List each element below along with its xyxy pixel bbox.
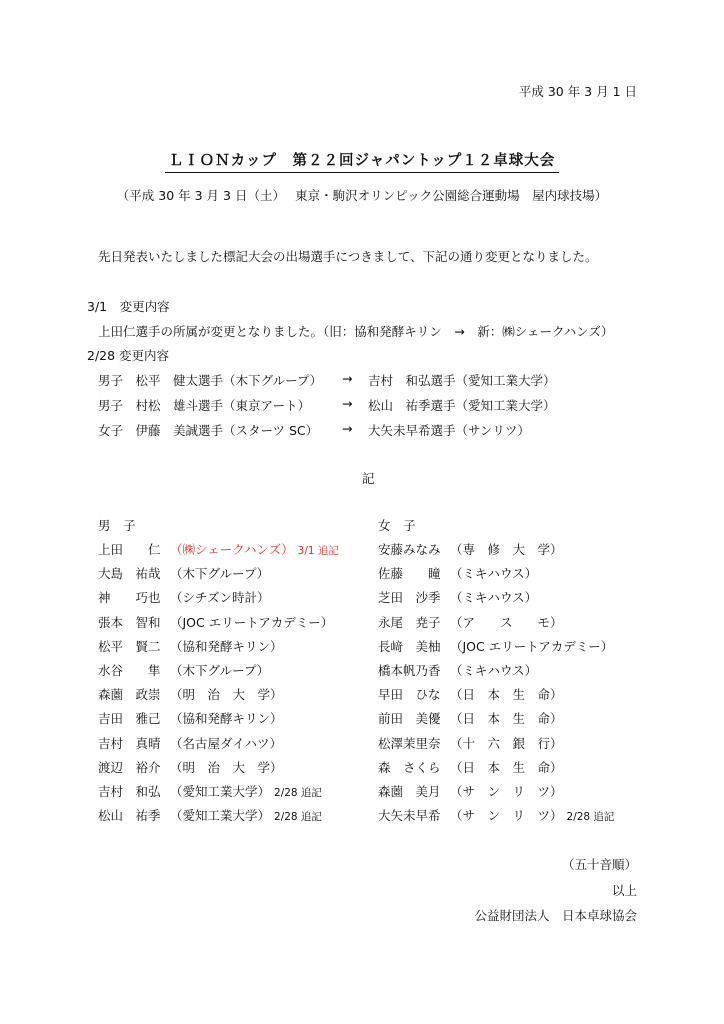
- player-name: 前田 美優: [378, 711, 441, 727]
- change-item: [98, 371, 322, 389]
- player-affiliation: （サ ン リ ツ）: [450, 808, 563, 824]
- player-row: [378, 613, 563, 637]
- closing-ijou: 以上: [611, 883, 637, 898]
- player-affiliation: （JOC エリートアカデミー）: [170, 614, 334, 630]
- player-name: 神 巧也: [98, 590, 161, 606]
- player-affiliation: （協和発酵キリン）: [170, 711, 283, 727]
- change-to: 吉村 和弘選手（愛知工業大学）: [368, 373, 556, 388]
- men-header: 男 子: [98, 518, 136, 533]
- player-affiliation: （日 本 生 命）: [450, 759, 563, 775]
- player-row: [378, 806, 614, 830]
- player-row: [378, 685, 563, 709]
- player-name: 永尾 尭子: [378, 614, 441, 630]
- women-header: 女 子: [378, 518, 416, 533]
- player-affiliation: （木下グループ）: [170, 566, 270, 582]
- intro-paragraph: 先日発表いたしました標記大会の出場選手につきまして、下記の通り変更となりました。: [98, 249, 598, 264]
- change-item: [98, 421, 318, 439]
- player-row: [378, 782, 563, 806]
- player-name: 森 さくら: [378, 759, 441, 775]
- player-affiliation: （木下グループ）: [170, 663, 270, 678]
- ki-heading: 記: [362, 471, 375, 486]
- player-affiliation: （愛知工業大学）: [170, 808, 271, 824]
- player-row: [378, 588, 537, 612]
- player-note: 3/1 追記: [297, 545, 339, 557]
- document-title: [0, 149, 724, 170]
- player-affiliation: （サ ン リ ツ）: [450, 784, 563, 799]
- change-from: 男子 村松 雄斗選手（東京アート）: [98, 398, 311, 413]
- document-date: 平成 30 年 3 月 1 日: [518, 84, 637, 99]
- player-affiliation: （シチズン時計）: [170, 590, 270, 606]
- player-row: [98, 588, 270, 612]
- player-affiliation: （明 治 大 学）: [170, 759, 283, 775]
- player-name: 松澤茉里奈: [378, 735, 441, 751]
- player-row: [98, 661, 269, 685]
- player-row: [378, 758, 563, 782]
- change-to: 大矢未早希選手（サンリツ）: [368, 423, 530, 438]
- change-to: 松山 祐季選手（愛知工業大学）: [368, 398, 556, 413]
- change-2-28-heading: 2/28 変更内容: [87, 348, 170, 363]
- player-note: 2/28 追記: [566, 811, 615, 824]
- title-text: ＬＩＯＮカップ 第２２回ジャパントップ１２卓球大会: [165, 153, 560, 173]
- player-affiliation: （日 本 生 命）: [450, 687, 563, 703]
- player-row: [98, 782, 322, 806]
- change-arrow: →: [342, 371, 353, 386]
- change-arrow: →: [342, 421, 353, 436]
- player-affiliation: （ミキハウス）: [450, 566, 538, 582]
- player-name: 森薗 美月: [378, 784, 441, 799]
- player-name: 長﨑 美柚: [378, 638, 441, 654]
- player-name: 橋本帆乃香: [378, 663, 441, 678]
- player-row: [378, 564, 537, 588]
- player-name: 松山 祐季: [98, 808, 161, 824]
- player-name: 吉村 和弘: [98, 784, 161, 799]
- player-row: [98, 540, 339, 564]
- order-note: （五十音順）: [561, 857, 637, 872]
- player-affiliation: （㈱シェークハンズ）: [170, 542, 294, 557]
- change-item: [98, 396, 310, 414]
- player-affiliation: （ミキハウス）: [450, 663, 538, 678]
- player-affiliation: （協和発酵キリン）: [170, 638, 283, 654]
- change-arrow: →: [342, 396, 353, 411]
- player-row: [378, 637, 613, 661]
- change-3-1-text: 上田仁選手の所属が変更となりました。（旧：協和発酵キリン → 新：㈱シェークハンズ）: [98, 324, 614, 339]
- player-name: 芝田 沙季: [378, 590, 441, 606]
- player-row: [98, 709, 283, 733]
- change-3-1-heading: 3/1 変更内容: [87, 299, 170, 314]
- player-row: [98, 685, 283, 709]
- player-affiliation: （日 本 生 命）: [450, 711, 563, 727]
- change-from: 男子 松平 健太選手（木下グループ）: [98, 373, 323, 388]
- player-row: [98, 564, 269, 588]
- player-row: [378, 661, 537, 685]
- player-name: 佐藤 瞳: [378, 566, 441, 582]
- player-row: [378, 540, 563, 564]
- event-details: （平成 30 年 3 月 3 日（土） 東京・駒沢オリンピック公園総合運動場 屋内球技場）: [116, 188, 608, 203]
- player-affiliation: （愛知工業大学）: [170, 784, 271, 799]
- player-row: [378, 709, 563, 733]
- player-affiliation: （ア ス モ）: [450, 614, 563, 630]
- player-row: [98, 613, 333, 637]
- player-name: 松平 賢二: [98, 638, 161, 654]
- player-name: 吉村 真晴: [98, 735, 161, 751]
- player-name: 大矢未早希: [378, 808, 441, 824]
- player-name: 安藤みなみ: [378, 542, 441, 557]
- player-affiliation: （十 六 銀 行）: [450, 735, 563, 751]
- player-affiliation: （ミキハウス）: [450, 590, 538, 606]
- player-name: 渡辺 裕介: [98, 759, 161, 775]
- player-name: 上田 仁: [98, 542, 161, 557]
- player-note: 2/28 追記: [274, 811, 322, 824]
- player-affiliation: （専 修 大 学）: [450, 542, 563, 557]
- player-affiliation: （名古屋ダイハツ）: [170, 735, 283, 751]
- player-note: 2/28 追記: [274, 787, 322, 799]
- player-row: [98, 637, 283, 661]
- player-affiliation: （明 治 大 学）: [170, 687, 283, 703]
- player-name: 森薗 政崇: [98, 687, 161, 703]
- player-row: [98, 758, 283, 782]
- player-name: 早田 ひな: [378, 687, 441, 703]
- player-name: 張本 智和: [98, 614, 161, 630]
- organization-name: 公益財団法人 日本卓球協会: [474, 908, 637, 923]
- player-name: 吉田 雅己: [98, 711, 161, 727]
- player-name: 水谷 隼: [98, 663, 161, 678]
- player-row: [378, 734, 563, 758]
- player-row: [98, 734, 282, 758]
- player-row: [98, 806, 322, 830]
- player-name: 大島 祐哉: [98, 566, 161, 582]
- player-affiliation: （JOC エリートアカデミー）: [450, 638, 614, 654]
- change-from: 女子 伊藤 美誠選手（スターツ SC）: [98, 423, 319, 438]
